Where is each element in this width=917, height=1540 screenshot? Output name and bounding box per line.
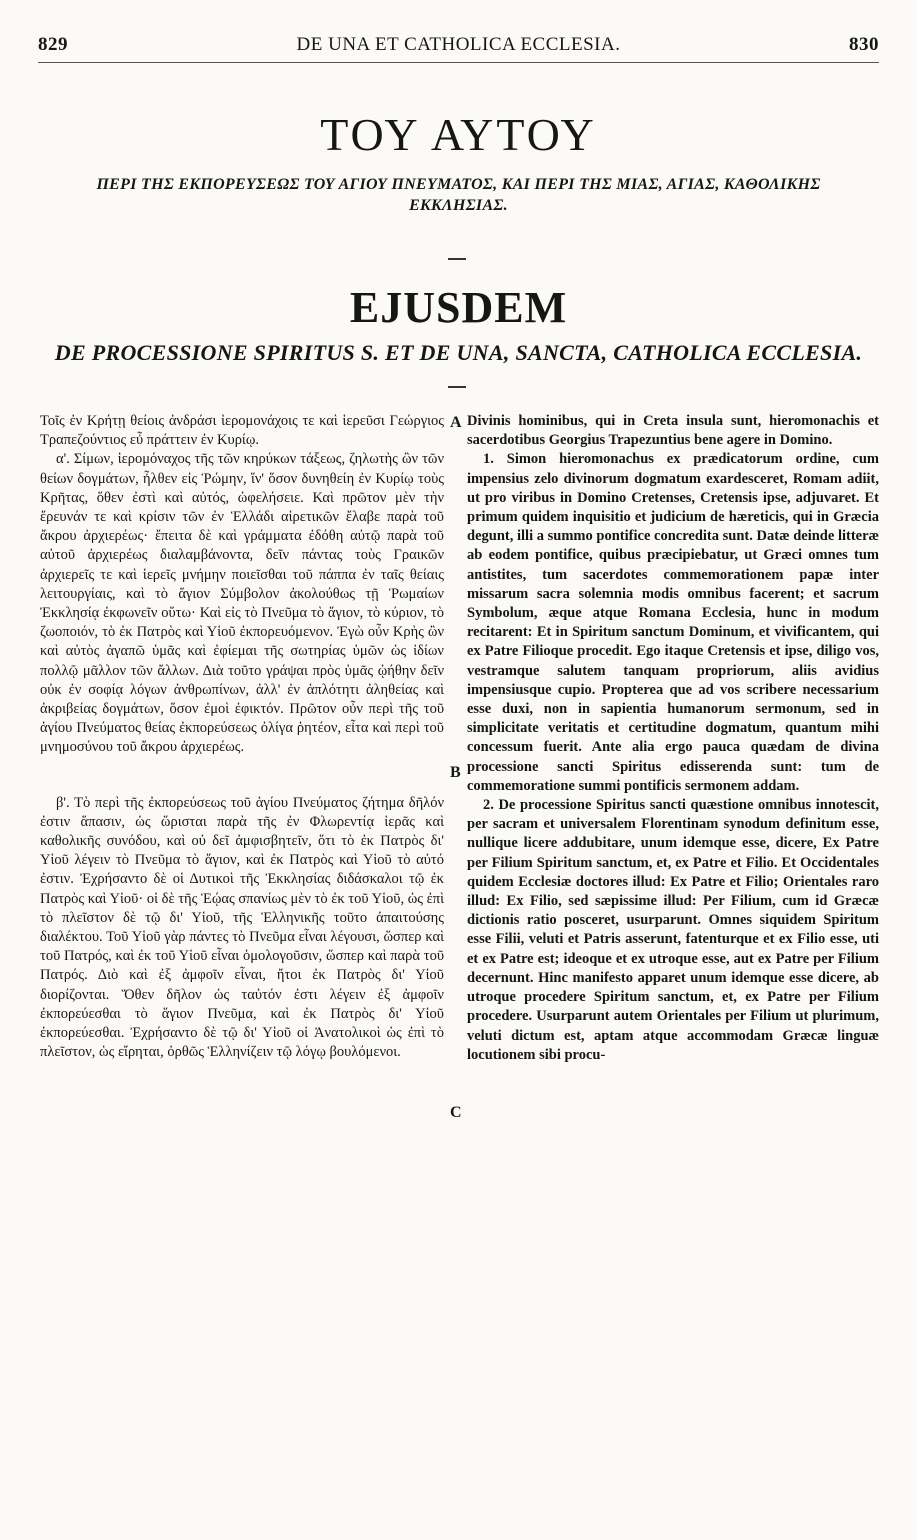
latin-salutation: Divinis hominibus, qui in Creta insula sunt, hieromonachis et sacerdotibus Georgius Trapezuntius bene agere in Domino.	[467, 413, 879, 449]
latin-paragraph-1: 1. Simon hieromonachus ex prædicatorum ordine, cum impensius zelo divinorum dogmatum exardesceret, Romam adiit, ut pro viribus in Domino Cretenses, Cretensis ipse, adjuvaret. Et primum quidem inquisitio et judicium de hæreticis, qui in Græcia degunt, illi a summo pontifice concredita sunt. Datæ deinde litteræ ab eodem pontifice, quibus præcipiebatur, ut Græci omnes tum antistites, tum sacerdotes commemorationem papæ inter missarum sacra solemnia modis omnibus facerent; et sacrum Symbolum, æque atque Romana Ecclesia, hunc in modum recitarent: Et in Spiritum sanctum Dominum, et vivificantem, qui ex Patre Filioque procedit. Ego itaque Cretensis et ipse, diligo vos, vestramque salutem tanquam propriorum, aliis avidius impensiusque cupio. Propterea que ad vos scribere necessarium esse duxi, non in sapientia humanorum sermonum, sed in simplicitate veritatis et certitudine dogmatum, quantum mihi concessum fuerit. Ante alia ergo pauca quædam de divina processione sancti Spiritus edisserenda sunt: tum de commemoratione summi pontificis sermonem addam.	[467, 451, 879, 794]
running-head	[38, 34, 879, 60]
greek-paragraph-1: α'. Σίμων, ἱερομόναχος τῆς τῶν κηρύκων τάξεως, ζηλωτὴς ὢν τῶν θείων δογμάτων, ἦλθεν εἰς Ῥώμην, ἵν' ὅσον δυνηθείη ἐν Κυρίῳ τοὺς Κρῆτας, ὅθεν ἐστὶ καὶ αὐτός, ὠφελήσειε. Καὶ πρῶτον μὲν τὴν ἔρευνάν τε καὶ κρίσιν τῶν ἐν Ἑλλάδι αἱρετικῶν ἔλαβε παρὰ τοῦ ἄκρου ἀρχιερέως· ἔπειτα δὲ καὶ γράμματα ἐδόθη αὐτῷ παρὰ τοῦ αὐτοῦ ἀρχιερέως διαλαμβάνοντα, δεῖν πάντας τοὺς Γραικῶν ἀρχιερεῖς τε καὶ ἱερεῖς μνήμην ποιεῖσθαι τοῦ πάππα ἐν ταῖς θείαις λειτουργίαις, καὶ τὸ ἅγιον Σύμβολον ἀκολούθως τῇ Ῥωμαίων Ἐκκλησίᾳ ἐκφωνεῖν οὕτω· Καὶ εἰς τὸ Πνεῦμα τὸ ἅγιον, τὸ κύριον, τὸ ζωοποιόν, τὸ ἐκ Πατρὸς καὶ Υἱοῦ ἐκπορευόμενον. Ἐγὼ οὖν Κρὴς ὢν καὶ αὐτὸς ἀγαπῶ ὑμᾶς καὶ ἐφίεμαι τῆς σωτηρίας ὑμῶν ὡς ἰδίων πολλῷ μᾶλλον τῶν ἄλλων. Διὰ τοῦτο γράψαι πρὸς ὑμᾶς ᾠήθην δεῖν οὐκ ἐν σοφίᾳ λόγων ἀνθρωπίνων, ἀλλ' ἐν ἁπλότητι ἀληθείας καὶ ἀκριβείας δογμάτων, ὅσον ἐμοὶ ἐφικτόν. Πρῶτον οὖν περὶ τῆς τοῦ ἁγίου Πνεύματος θείας ἐκπορεύσεως ὀλίγα ῥητέον, εἶτα καὶ περὶ τοῦ μνημοσύνου τοῦ ἄκρου ἀρχιερέως.	[40, 451, 444, 756]
greek-paragraph-2: β'. Τὸ περὶ τῆς ἐκπορεύσεως τοῦ ἁγίου Πνεύματος ζήτημα δῆλόν ἐστιν ἅπασιν, ὡς ὥρισται παρὰ τῆς ἐν Φλωρεντίᾳ ἱερᾶς καὶ καθολικῆς συνόδου, καὶ οὐ δεῖ ἀμφισβητεῖν, ὅτι τὸ ἐκ Πατρὸς δι' Υἱοῦ λέγειν τὸ Πνεῦμα τὸ ἅγιον, καὶ ἐκ Πατρὸς καὶ Υἱοῦ τὸ αὐτό ἐστιν. Ἐχρήσαντο δὲ οἱ Δυτικοὶ τῆς Ἐκκλησίας διδάσκαλοι τῷ ἐκ Πατρὸς καὶ Υἱοῦ· οἱ δὲ τῆς Ἑῴας σπανίως μὲν τὸ ἐκ τοῦ Υἱοῦ, ὡς ἐπὶ τὸ πλεῖστον δὲ τῷ δι' Υἱοῦ, τῆς Ἑλληνικῆς τοῦτο ἀπαιτούσης διαλέκτου. Τοῦ Υἱοῦ γὰρ πάντες τὸ Πνεῦμα εἶναι λέγουσι, ὥσπερ καὶ τοῦ Πατρός, καὶ ἐκ τοῦ Υἱοῦ εἶναι ὁμολογοῦσιν, ὥσπερ καὶ παρὰ τοῦ Πατρός. Διὸ καὶ ἐξ ἀμφοῖν εἶναι, ἤτοι ἐκ Πατρὸς δι' Υἱοῦ διορίζονται. Ὅθεν δῆλον ὡς ταὐτόν ἐστι λέγειν ἐξ ἀμφοῖν ἐκπορεύεσθαι τὸ ἅγιον Πνεῦμα, καὶ ἐκ Πατρὸς δι' Υἱοῦ ἐκπορεύεσθαι. Ἐχρήσαντο δὲ τῷ δι' Υἱοῦ οἱ Ἀνατολικοὶ ὡς ἐπὶ τὸ πλεῖστον, ὡς εἴρηται, ὀρθῶς Ἑλληνίζειν τῷ λόγῳ βουλόμενοι.	[40, 794, 444, 1061]
greek-column	[40, 412, 444, 1063]
latin-subtitle: DE PROCESSIONE SPIRITUS S. ET DE UNA, SANCTA, CATHOLICA ECCLESIA.	[54, 340, 863, 365]
greek-subtitle: ΠΕΡΙ ΤΗΣ ΕΚΠΟΡΕΥΣΕΩΣ ΤΟΥ ΑΓΙΟΥ ΠΝΕΥΜΑΤΟΣ, ΚΑΙ ΠΕΡΙ ΤΗΣ ΜΙΑΣ, ΑΓΙΑΣ, ΚΑΘΟΛΙΚΗΣ ΕΚΚΛΗΣΙΑΣ.	[96, 176, 821, 214]
margin-mark-a: A	[450, 414, 462, 431]
latin-paragraph-2: 2. De processione Spiritus sancti quæstione omnibus innotescit, per sacram et universalem Florentinam synodum definitum esse, nullique licere addubitare, unum idemque esse, dicere, Ex Patre per Filium Spiritum sanctum, et, ex Patre et Filio. Et Occidentales quidem Ecclesiæ doctores illud: Ex Patre et Filio; Orientales raro illud: Ex Filio, sed sæpissime illud: Per Filium, cum id Græcæ dictionis ratio posceret, usurparunt. Omnes siquidem Spiritum esse Filii, veluti et Patris asserunt, fatenturque et ex Filio esse, uti et ex Patre est; ideoque et ex utroque esse, aut ex Patre per Filium decernunt. Hinc manifesto apparet unum idemque esse dicere, ab utroque procedere Spiritum sanctum, et, ex Patre per Filium procedere. Usurparunt autem Orientales per Filium ut plurimum, veluti dictum est, aptam atque accommodam Græcæ linguæ locutionem sibi procu-	[467, 797, 879, 1063]
running-title: DE UNA ET CATHOLICA ECCLESIA.	[296, 34, 621, 55]
margin-mark-c: C	[450, 1104, 462, 1121]
greek-salutation: Τοῖς ἐν Κρήτῃ θείοις ἀνδράσι ἱερομονάχοις τε καὶ ἱερεῦσι Γεώργιος Τραπεζούντιος εὖ πράττειν ἐν Κυρίῳ.	[40, 413, 444, 449]
header-rule	[38, 62, 879, 63]
separator-dash	[448, 386, 466, 388]
separator-dash	[448, 258, 466, 260]
latin-title: EJUSDEM	[349, 283, 568, 332]
latin-column	[467, 412, 879, 1065]
greek-title: ΤΟΥ ΑΥΤΟΥ	[320, 109, 597, 160]
page-number-left: 829	[38, 34, 68, 55]
page-number-right: 830	[849, 34, 879, 55]
margin-mark-b: B	[450, 764, 461, 781]
